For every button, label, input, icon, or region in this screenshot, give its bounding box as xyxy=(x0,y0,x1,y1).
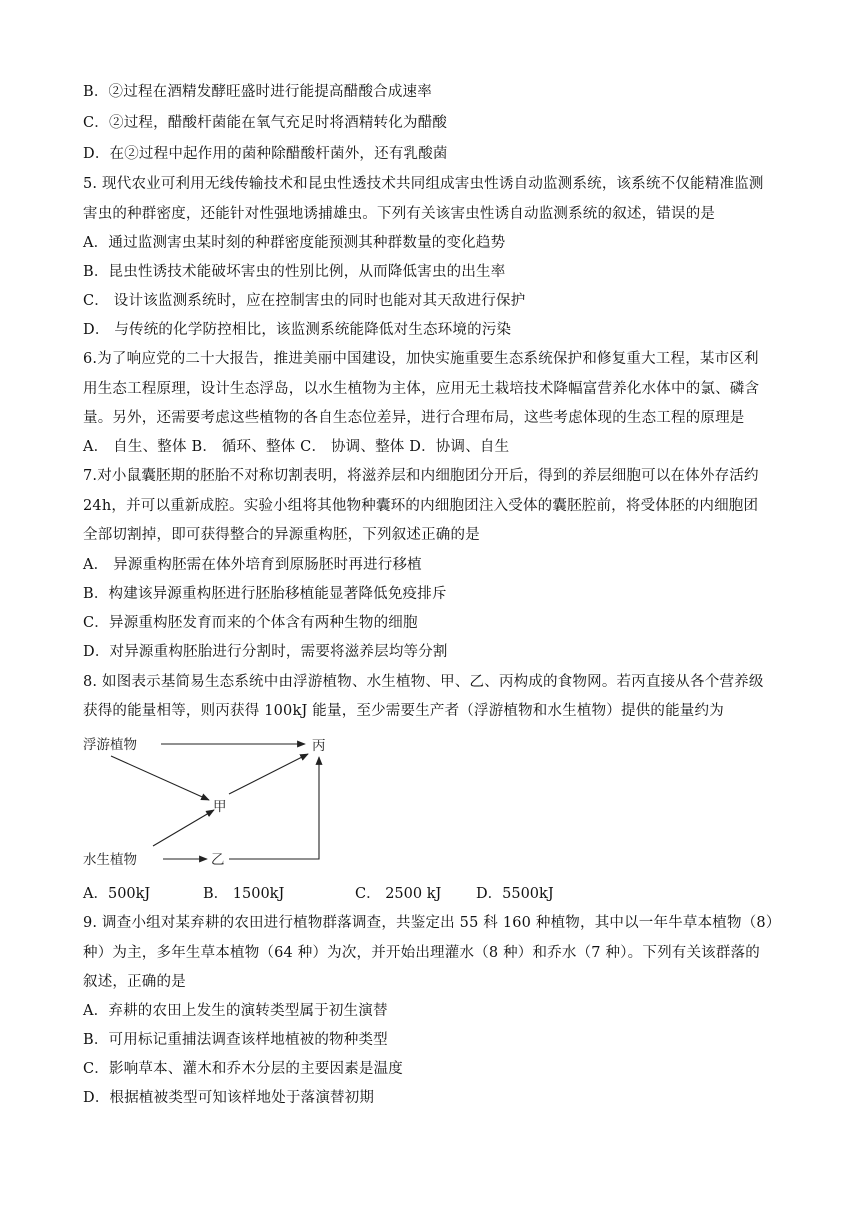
q9-option-c: C．影响草本、灌木和乔木分层的主要因素是温度 xyxy=(83,1061,403,1077)
q7-stem-line-3: 全部切割掉，即可获得整合的异源重构胚，下列叙述正确的是 xyxy=(83,527,480,543)
q5-option-a: A．通过监测害虫某时刻的种群密度能预测其种群数量的变化趋势 xyxy=(83,235,506,251)
q9-stem-line-2: 种）为主，多年生草本植物（64 种）为次，并开始出理灌水（8 种）和乔水（7 种）。下列有关该群落的 xyxy=(83,945,760,961)
food-web-diagram xyxy=(83,726,343,876)
node-c: 丙 xyxy=(312,738,326,754)
q7-stem-line-2: 24h，并可以重新成腔。实验小组将其他物种囊环的内细胞团注入受体的囊胚腔前，将受体胚的内细胞团 xyxy=(83,498,759,514)
q7-stem-line-1: 7.对小鼠囊胚期的胚胎不对称切割表明，将滋养层和内细胞团分开后，得到的养层细胞可以在体外存活约 xyxy=(83,468,759,484)
arrow-b-to-c xyxy=(229,757,319,859)
q6-stem-line-2: 用生态工程原理，设计生态浮岛，以水生植物为主体，应用无土栽培技术降幅富营养化水体中的氯、磷含 xyxy=(83,381,760,397)
q8-option-a: A．500kJ xyxy=(83,886,151,902)
q5-option-d: D． 与传统的化学防控相比，该监测系统能降低对生态环境的污染 xyxy=(83,322,512,338)
node-b: 乙 xyxy=(211,852,225,868)
q5-option-b: B．昆虫性诱技术能破坏害虫的性别比例，从而降低害虫的出生率 xyxy=(83,264,506,280)
arrow-phyto-to-a xyxy=(111,756,209,800)
q8-stem-line-1: 8. 如图表示基简易生态系统中由浮游植物、水生植物、甲、乙、丙构成的食物网。若丙直接从各个营养级 xyxy=(83,674,764,690)
q8-stem-line-2: 获得的能量相等，则丙获得 100kJ 能量，至少需要生产者（浮游植物和水生植物）提供的能量约为 xyxy=(83,703,724,719)
node-phytoplankton: 浮游植物 xyxy=(83,737,137,753)
arrow-a-to-c xyxy=(229,754,308,794)
node-a: 甲 xyxy=(213,799,227,815)
q8-option-d: D．5500kJ xyxy=(476,886,554,902)
q9-option-b: B．可用标记重捕法调查该样地植被的物种类型 xyxy=(83,1032,388,1048)
q7-option-c: C．异源重构胚发育而来的个体含有两种生物的细胞 xyxy=(83,615,418,631)
q4-option-d: D．在②过程中起作用的菌种除醋酸杆菌外，还有乳酸菌 xyxy=(83,146,448,162)
q5-stem-line-2: 害虫的种群密度，还能针对性强地诱捕雄虫。下列有关该害虫性诱自动监测系统的叙述，错误的是 xyxy=(83,206,716,222)
q5-stem-line-1: 5. 现代农业可利用无线传输技术和昆虫性透技术共同组成害虫性诱自动监测系统，该系统不仅能精准监测 xyxy=(83,176,764,192)
q6-stem-line-1: 6.为了响应党的二十大报告，推进美丽中国建设，加快实施重要生态系统保护和修复重大工程，某市区利 xyxy=(83,351,759,367)
q8-option-b: B． 1500kJ xyxy=(203,886,285,902)
arrow-aquatic-to-a xyxy=(153,810,214,846)
q5-option-c: C． 设计该监测系统时，应在控制害虫的同时也能对其天敌进行保护 xyxy=(83,293,526,309)
node-aquatic-plants: 水生植物 xyxy=(83,852,137,868)
q7-option-d: D．对异源重构胚胎进行分割时，需要将滋养层均等分割 xyxy=(83,644,448,660)
q8-option-c: C． 2500 kJ xyxy=(355,886,442,902)
q9-stem-line-3: 叙述，正确的是 xyxy=(83,974,186,990)
q6-stem-line-3: 量。另外，还需要考虑这些植物的各自生态位差异，进行合理布局，这些考虑体现的生态工程的原理是 xyxy=(83,410,745,426)
q7-option-b: B．构建该异源重构胚进行胚胎移植能显著降低免疫排斥 xyxy=(83,586,447,602)
q6-options: A． 自生、整体 B． 循环、整体 C． 协调、整体 D．协调、自生 xyxy=(83,439,510,455)
q9-option-a: A．弃耕的农田上发生的演转类型属于初生演替 xyxy=(83,1003,388,1019)
q4-option-c: C．②过程，醋酸杆菌能在氧气充足时将酒精转化为醋酸 xyxy=(83,115,448,131)
q4-option-b: B．②过程在酒精发酵旺盛时进行能提高醋酸合成速率 xyxy=(83,84,432,100)
q9-option-d: D．根据植被类型可知该样地处于落演替初期 xyxy=(83,1090,375,1106)
q9-stem-line-1: 9. 调查小组对某弃耕的农田进行植物群落调查，共鉴定出 55 科 160 种植物，其中以一年牛草本植物（8） xyxy=(83,915,781,931)
q7-option-a: A． 异源重构胚需在体外培育到原肠胚时再进行移植 xyxy=(83,557,422,573)
